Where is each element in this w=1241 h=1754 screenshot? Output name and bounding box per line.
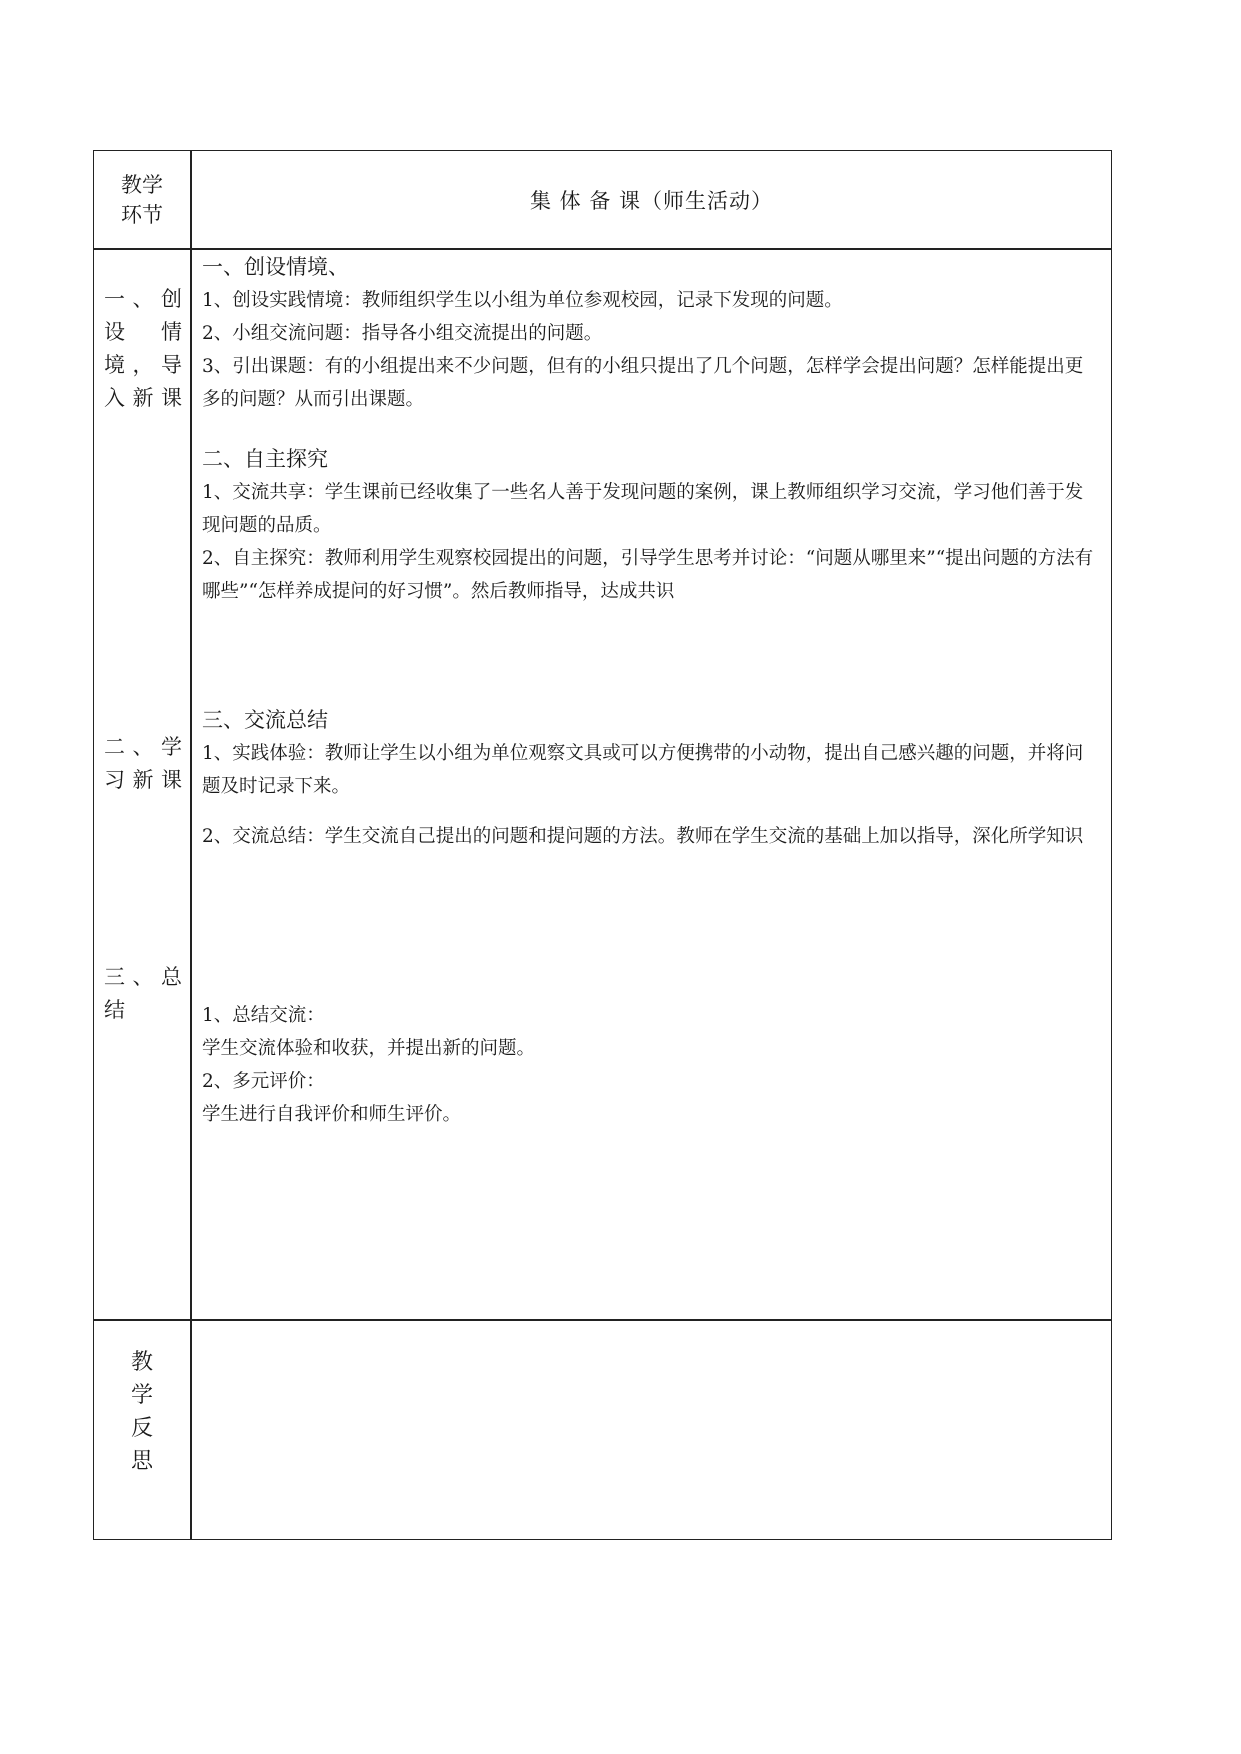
section-line: 学生交流体验和收获，并提出新的问题。 (202, 1038, 536, 1059)
section-heading: 三、交流总结 (202, 708, 328, 732)
section-line: 1、总结交流： (202, 1005, 325, 1026)
section-heading: 一、创设情境、 (202, 255, 349, 279)
reflection-label-char: 学 (130, 1383, 153, 1408)
section-line: 2、多元评价： (202, 1071, 325, 1092)
reflection-label-char: 思 (130, 1449, 153, 1474)
stage-label-1: 一、创设情境，导入新课 (104, 287, 182, 410)
reflection-label-char: 教 (130, 1350, 153, 1375)
lesson-plan-table (93, 150, 1112, 1540)
section-exchange-summary (202, 704, 1101, 853)
column-divider (190, 151, 192, 1539)
section-line: 1、创设实践情境：教师组织学生以小组为单位参观校园，记录下发现的问题。 (202, 290, 843, 311)
section-line: 2、交流总结：学生交流自己提出的问题和提问题的方法。教师在学生交流的基础上加以指导，深化所学知识 (202, 826, 1084, 847)
section-self-exploration (202, 443, 1101, 608)
section-summary (202, 999, 1101, 1131)
section-line: 学生进行自我评价和师生评价。 (202, 1104, 462, 1125)
section-line: 1、交流共享：学生课前已经收集了一些名人善于发现问题的案例，课上教师组织学习交流，学习他们善于发现问题的品质。 (202, 482, 1084, 536)
section-line: 2、自主探究：教师利用学生观察校园提出的问题，引导学生思考并讨论：“问题从哪里来”“提出问题的方法有哪些”“怎样养成提问的好习惯”。然后教师指导，达成共识 (202, 548, 1094, 602)
stage-column-header-text: 教学环节 (121, 173, 163, 227)
reflection-label (94, 1346, 190, 1478)
stage-label-2: 二、学习新课 (104, 735, 182, 792)
section-line: 1、实践体验：教师让学生以小组为单位观察文具或可以方便携带的小动物，提出自己感兴趣的问题，并将问题及时记录下来。 (202, 743, 1084, 797)
reflection-label-char: 反 (130, 1416, 153, 1441)
activity-column-header (192, 151, 1111, 249)
activity-column-header-text: 集 体 备 课（师生活动） (529, 189, 774, 213)
section-line: 3、引出课题：有的小组提出来不少问题，但有的小组只提出了几个问题，怎样学会提出问题？怎样能提出更多的问题？从而引出课题。 (202, 356, 1084, 410)
reflection-row-divider (94, 1319, 1111, 1321)
reflection-content (202, 1326, 1101, 1526)
section-heading: 二、自主探究 (202, 447, 328, 471)
stage-column-header (94, 151, 190, 249)
stage-label-3: 三、总结 (104, 965, 182, 1022)
section-create-situation (202, 251, 1101, 416)
section-line: 2、小组交流问题：指导各小组交流提出的问题。 (202, 323, 603, 344)
